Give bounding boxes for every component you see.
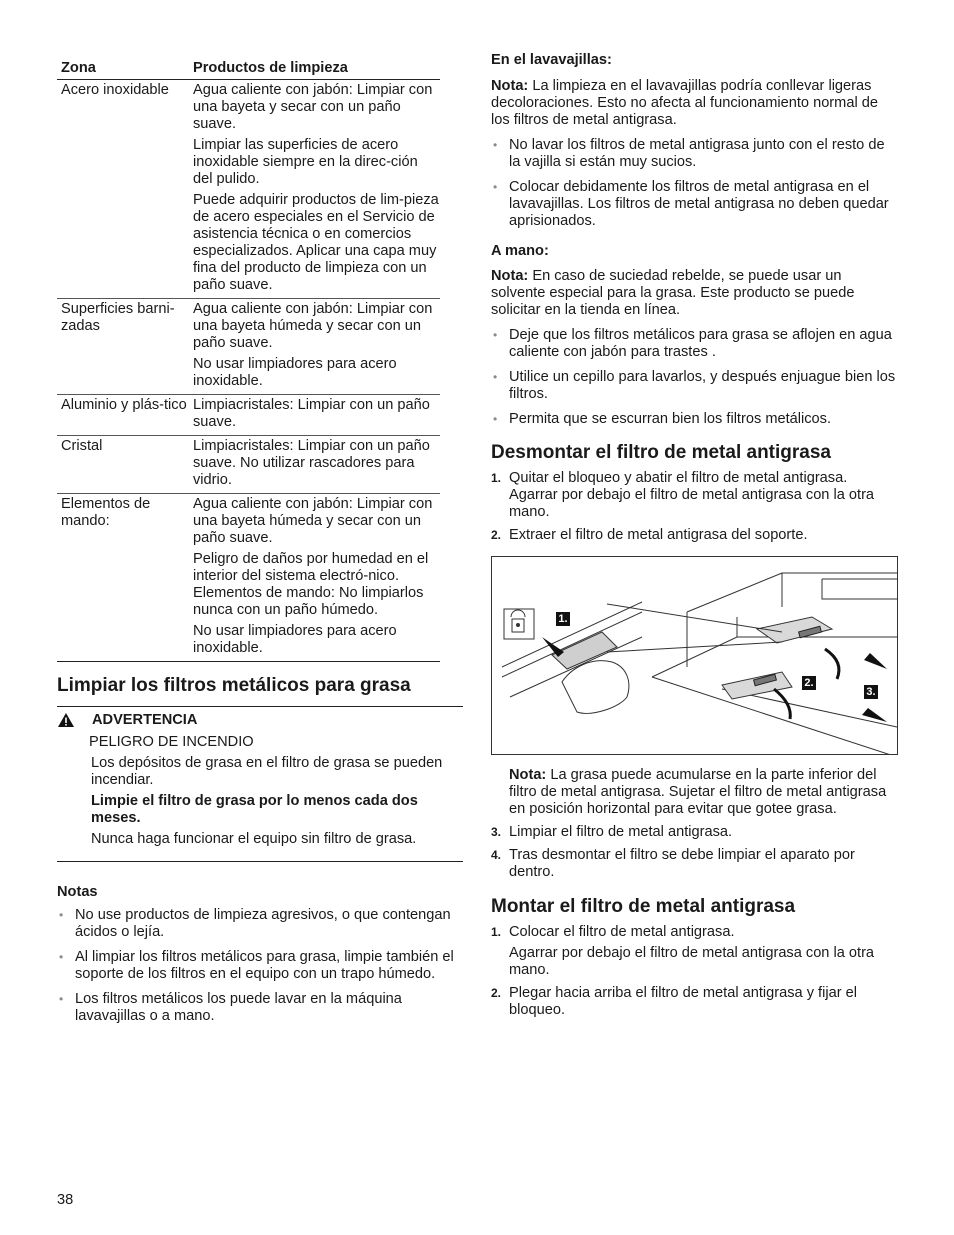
warning-bold-text: Limpie el filtro de grasa por lo menos cada dos meses. (91, 793, 418, 826)
table-cell-products (189, 395, 440, 436)
remove-steps (491, 470, 897, 544)
filter-illustration (492, 557, 897, 754)
table-cell-zone: Superficies barni-zadas (57, 299, 189, 395)
table-cell-products (189, 436, 440, 494)
dishwasher-title: En el lavavajillas: (491, 52, 612, 68)
table-header-zone: Zona (57, 58, 189, 80)
step-number: 3. (491, 825, 502, 839)
warning-box (57, 706, 463, 862)
callout-label: 1. (556, 612, 570, 626)
step-text: Agarrar por debajo el filtro de metal antigrasa con la otra mano. (509, 945, 875, 978)
list-item: • Utilice un cepillo para lavarlos, y después enjuague bien los filtros. (491, 369, 897, 403)
list-item: • Deje que los filtros metálicos para grasa se aflojen en agua caliente con jabón para trastes . (491, 327, 897, 361)
table-row (57, 299, 440, 395)
warning-text: Los depósitos de grasa en el filtro de grasa se pueden incendiar. (91, 755, 443, 788)
step-text: Limpiar el filtro de metal antigrasa. (509, 824, 733, 840)
list-item: • Los filtros metálicos los puede lavar en la máquina lavavajillas o a mano. (57, 991, 463, 1025)
callout-label: 3. (864, 685, 878, 699)
product-text: No usar limpiadores para acero inoxidable. (193, 356, 397, 389)
remove-note (491, 767, 897, 818)
notes-title: Notas (57, 884, 98, 900)
product-text: Puede adquirir productos de lim-pieza de acero especiales en el Servicio de asistencia técnica o en comercios especializados. Aplicar una capa muy fina del producto de limpieza con un paño suave. (193, 192, 439, 293)
step-text: Plegar hacia arriba el filtro de metal antigrasa y fijar el bloqueo. (509, 985, 857, 1018)
step-item (491, 924, 897, 979)
warning-triangle-icon (57, 712, 75, 728)
product-text: Peligro de daños por humedad en el interior del sistema electró-nico. Elementos de mando: No limpiarlos nunca con un paño húmedo. (193, 551, 429, 618)
warning-body (57, 734, 463, 848)
step-item (491, 824, 897, 841)
table-row (57, 436, 440, 494)
warning-text: Nunca haga funcionar el equipo sin filtro de grasa. (91, 831, 417, 847)
product-text: Limpiacristales: Limpiar con un paño suave. (193, 397, 430, 430)
remove-steps-continued (491, 824, 897, 881)
section-title-filters: Limpiar los filtros metálicos para grasa (57, 675, 411, 696)
table-row (57, 395, 440, 436)
warning-hazard: PELIGRO DE INCENDIO (89, 734, 254, 750)
table-row (57, 494, 440, 662)
filter-removal-figure (491, 556, 898, 755)
note-label: Nota: (491, 268, 529, 284)
section-title-mount: Montar el filtro de metal antigrasa (491, 896, 796, 917)
page-number: 38 (57, 1192, 74, 1208)
note-label: Nota: (491, 78, 529, 94)
table-cell-products (189, 80, 440, 299)
right-column (491, 52, 897, 1025)
step-number: 2. (491, 986, 502, 1000)
list-item: • No lavar los filtros de metal antigrasa junto con el resto de la vajilla si están muy sucios. (491, 137, 897, 171)
byhand-title: A mano: (491, 243, 549, 259)
product-text: No usar limpiadores para acero inoxidable. (193, 623, 397, 656)
dishwasher-list (491, 137, 897, 230)
table-row (57, 80, 440, 299)
product-text: Agua caliente con jabón: Limpiar con una bayeta y secar con un paño suave. (193, 82, 433, 132)
byhand-note (491, 268, 897, 319)
list-item: • Colocar debidamente los filtros de metal antigrasa en el lavavajillas. Los filtros de metal antigrasa no deben quedar aprisionados. (491, 179, 897, 230)
step-text: Extraer el filtro de metal antigrasa del soporte. (509, 527, 808, 543)
product-text: Agua caliente con jabón: Limpiar con una bayeta húmeda y secar con un paño suave. (193, 496, 433, 546)
step-item (491, 470, 897, 521)
step-number: 2. (491, 528, 502, 542)
list-item: • No use productos de limpieza agresivos, o que contengan ácidos o lejía. (57, 907, 463, 941)
list-item: • Al limpiar los filtros metálicos para grasa, limpie también el soporte de los filtros en el equipo con un trapo húmedo. (57, 949, 463, 983)
notes-list (57, 907, 463, 1025)
table-cell-products (189, 494, 440, 662)
table-cell-zone: Cristal (57, 436, 189, 494)
step-number: 1. (491, 471, 502, 485)
step-number: 4. (491, 848, 502, 862)
warning-label: ADVERTENCIA (92, 711, 198, 728)
mount-steps (491, 924, 897, 1019)
table-cell-products (189, 299, 440, 395)
step-number: 1. (491, 925, 502, 939)
byhand-list (491, 327, 897, 428)
warning-header (57, 710, 463, 730)
list-item: • Permita que se escurran bien los filtros metálicos. (491, 411, 897, 428)
cleaning-table (57, 58, 440, 662)
dishwasher-note (491, 78, 897, 129)
table-header-products: Productos de limpieza (189, 58, 440, 80)
step-item (491, 527, 897, 544)
table-cell-zone: Elementos de mando: (57, 494, 189, 662)
note-text: La grasa puede acumularse en la parte inferior del filtro de metal antigrasa. Sujetar el filtro de metal antigrasa en posición horizontal para evitar que gotee grasa. (509, 767, 887, 817)
table-cell-zone: Acero inoxidable (57, 80, 189, 299)
step-item (491, 847, 897, 881)
step-text: Tras desmontar el filtro se debe limpiar el aparato por dentro. (509, 847, 855, 880)
section-title-remove: Desmontar el filtro de metal antigrasa (491, 442, 831, 463)
note-text: La limpieza en el lavavajillas podría conllevar ligeras decoloraciones. Esto no afecta al funcionamiento normal de los filtros de metal antigrasa. (491, 78, 878, 128)
product-text: Limpiacristales: Limpiar con un paño suave. No utilizar rascadores para vidrio. (193, 438, 430, 488)
step-text: Colocar el filtro de metal antigrasa. (509, 924, 735, 940)
step-text: Quitar el bloqueo y abatir el filtro de metal antigrasa. Agarrar por debajo el filtro de metal antigrasa con la otra mano. (509, 470, 875, 520)
step-item (491, 985, 897, 1019)
table-cell-zone: Aluminio y plás-tico (57, 395, 189, 436)
callout-label: 2. (802, 676, 816, 690)
left-column (57, 58, 463, 1033)
note-text: En caso de suciedad rebelde, se puede usar un solvente especial para la grasa. Este producto se puede solicitar en la tienda en línea. (491, 268, 855, 318)
note-label: Nota: (509, 767, 547, 783)
table-header-row (57, 58, 440, 80)
product-text: Limpiar las superficies de acero inoxidable siempre en la direc-ción del pulido. (193, 137, 418, 187)
product-text: Agua caliente con jabón: Limpiar con una bayeta húmeda y secar con un paño suave. (193, 301, 433, 351)
